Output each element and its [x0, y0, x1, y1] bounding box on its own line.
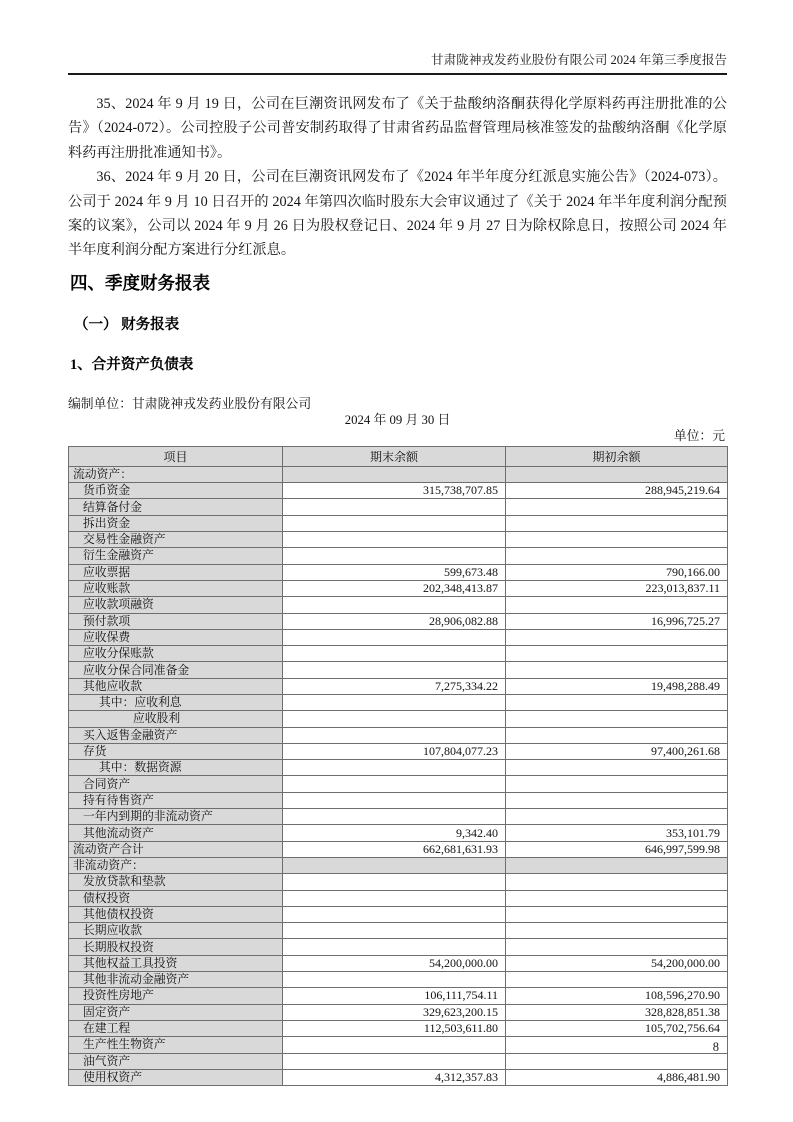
beginning-balance-value: 105,702,756.64 [506, 1020, 728, 1036]
table-row [69, 923, 728, 939]
beginning-balance-value [506, 939, 728, 955]
beginning-balance-value [506, 809, 728, 825]
table-row [69, 939, 728, 955]
ending-balance-value: 112,503,611.80 [283, 1020, 506, 1036]
ending-balance-value [283, 1053, 506, 1069]
ending-balance-value: 28,906,082.88 [283, 613, 506, 629]
ending-balance-value: 9,342.40 [283, 825, 506, 841]
beginning-balance-value [506, 597, 728, 613]
row-label: 其中：应收利息 [69, 695, 283, 711]
table-row [69, 1053, 728, 1069]
table-row [69, 499, 728, 515]
beginning-balance-value: 353,101.79 [506, 825, 728, 841]
ending-balance-value [283, 532, 506, 548]
ending-balance-value: 202,348,413.87 [283, 580, 506, 596]
currency-unit-label: 单位：元 [673, 428, 725, 443]
table-row [69, 483, 728, 499]
page-number: 8 [712, 1040, 719, 1054]
row-label: 应收账款 [69, 580, 283, 596]
table-row [69, 743, 728, 759]
row-label: 交易性金融资产 [69, 532, 283, 548]
table-row [69, 580, 728, 596]
column-header-beginning-balance: 期初余额 [506, 446, 728, 466]
beginning-balance-value [506, 662, 728, 678]
ending-balance-value [283, 792, 506, 808]
ending-balance-value [283, 760, 506, 776]
row-label: 应收分保账款 [69, 646, 283, 662]
row-label: 债权投资 [69, 890, 283, 906]
row-label: 固定资产 [69, 1004, 283, 1020]
row-label: 其他非流动金融资产 [69, 972, 283, 988]
balance-sheet-table [68, 446, 728, 1086]
row-label: 非流动资产： [69, 857, 283, 873]
beginning-balance-value [506, 532, 728, 548]
table-row [69, 629, 728, 645]
column-header-item: 项目 [69, 446, 283, 466]
table-row [69, 548, 728, 564]
ending-balance-value [283, 662, 506, 678]
row-label: 买入返售金融资产 [69, 727, 283, 743]
row-label: 衍生金融资产 [69, 548, 283, 564]
beginning-balance-value [506, 857, 728, 873]
ending-balance-value [283, 874, 506, 890]
table-row [69, 906, 728, 922]
ending-balance-value: 662,681,631.93 [283, 841, 506, 857]
ending-balance-value [283, 906, 506, 922]
ending-balance-value [283, 695, 506, 711]
beginning-balance-value [506, 695, 728, 711]
beginning-balance-value [506, 1053, 728, 1069]
ending-balance-value [283, 972, 506, 988]
table-row [69, 613, 728, 629]
row-label: 预付款项 [69, 613, 283, 629]
ending-balance-value [283, 646, 506, 662]
table-row [69, 825, 728, 841]
beginning-balance-value: 790,166.00 [506, 564, 728, 580]
table-row [69, 1037, 728, 1053]
ending-balance-value [283, 890, 506, 906]
page-header-title: 甘肃陇神戎发药业股份有限公司 2024 年第三季度报告 [431, 53, 727, 67]
beginning-balance-value [506, 711, 728, 727]
table-row [69, 532, 728, 548]
table-row [69, 1069, 728, 1085]
row-label: 其他债权投资 [69, 906, 283, 922]
beginning-balance-value [506, 629, 728, 645]
beginning-balance-value [506, 727, 728, 743]
row-label: 其他流动资产 [69, 825, 283, 841]
ending-balance-value [283, 1037, 506, 1053]
beginning-balance-value [506, 515, 728, 531]
statement-date: 2024 年 09 月 30 日 [344, 412, 451, 427]
beginning-balance-value: 108,596,270.90 [506, 988, 728, 1004]
beginning-balance-value [506, 874, 728, 890]
beginning-balance-value: 54,200,000.00 [506, 955, 728, 971]
ending-balance-value [283, 548, 506, 564]
ending-balance-value [283, 923, 506, 939]
beginning-balance-value: 288,945,219.64 [506, 483, 728, 499]
ending-balance-value [283, 809, 506, 825]
ending-balance-value: 599,673.48 [283, 564, 506, 580]
row-label: 流动资产合计 [69, 841, 283, 857]
ending-balance-value: 7,275,334.22 [283, 678, 506, 694]
beginning-balance-value: 223,013,837.11 [506, 580, 728, 596]
row-label: 结算备付金 [69, 499, 283, 515]
beginning-balance-value [506, 890, 728, 906]
row-label: 其他应收款 [69, 678, 283, 694]
row-label: 长期股权投资 [69, 939, 283, 955]
section-heading-quarterly-statements: 四、季度财务报表 [70, 272, 210, 293]
row-label: 持有待售资产 [69, 792, 283, 808]
column-header-ending-balance: 期末余额 [283, 446, 506, 466]
row-label: 在建工程 [69, 1020, 283, 1036]
balance-sheet-body [69, 466, 728, 1085]
subsection-heading-financial-statements: （一） 财务报表 [74, 316, 180, 333]
table-row [69, 890, 728, 906]
row-label: 货币资金 [69, 483, 283, 499]
ending-balance-value: 315,738,707.85 [283, 483, 506, 499]
table-row [69, 695, 728, 711]
beginning-balance-value: 646,997,599.98 [506, 841, 728, 857]
ending-balance-value [283, 776, 506, 792]
beginning-balance-value [506, 1037, 728, 1053]
row-label: 其他权益工具投资 [69, 955, 283, 971]
ending-balance-value [283, 629, 506, 645]
row-label: 应收分保合同准备金 [69, 662, 283, 678]
table-row [69, 678, 728, 694]
table-header-row [69, 446, 728, 466]
beginning-balance-value [506, 548, 728, 564]
ending-balance-value: 329,623,200.15 [283, 1004, 506, 1020]
ending-balance-value [283, 466, 506, 482]
row-label: 使用权资产 [69, 1069, 283, 1085]
beginning-balance-value [506, 466, 728, 482]
table-row [69, 972, 728, 988]
table-row [69, 466, 728, 482]
beginning-balance-value [506, 923, 728, 939]
table-row [69, 1004, 728, 1020]
table-row [69, 1020, 728, 1036]
paragraph-item-35: 35、2024 年 9 月 19 日，公司在巨潮资讯网发布了《关于盐酸纳洛酮获得化学原料药再注册批准的公告》（2024-072）。公司控股子公司普安制药取得了甘肃省药品监督管理局核准签发的盐酸纳洛酮《化学原料药再注册批准通知书》。 [68, 96, 727, 161]
row-label: 应收款项融资 [69, 597, 283, 613]
table-row [69, 874, 728, 890]
row-label: 长期应收款 [69, 923, 283, 939]
beginning-balance-value [506, 906, 728, 922]
ending-balance-value [283, 939, 506, 955]
paragraph-item-36: 36、2024 年 9 月 20 日，公司在巨潮资讯网发布了《2024 年半年度分红派息实施公告》（2024-073）。公司于 2024 年 9 月 10 日召开的 2024 年第四次临时股东大会审议通过了《关于 2024 年半年度利润分配预案的议案》，公司以 2024 年 9 月 26 日为股权登记日、2024 年 9 月 27 日为除权除息日，按照公司 2024 年半年度利润分配方案进行分红派息。 [68, 169, 727, 259]
beginning-balance-value: 97,400,261.68 [506, 743, 728, 759]
ending-balance-value: 106,111,754.11 [283, 988, 506, 1004]
row-label: 应收票据 [69, 564, 283, 580]
page-header [68, 0, 727, 75]
row-label: 生产性生物资产 [69, 1037, 283, 1053]
ending-balance-value: 54,200,000.00 [283, 955, 506, 971]
row-label: 其中：数据资源 [69, 760, 283, 776]
table-row [69, 809, 728, 825]
table-row [69, 597, 728, 613]
beginning-balance-value [506, 499, 728, 515]
table-row [69, 792, 728, 808]
ending-balance-value [283, 515, 506, 531]
table-row [69, 646, 728, 662]
ending-balance-value: 107,804,077.23 [283, 743, 506, 759]
row-label: 投资性房地产 [69, 988, 283, 1004]
beginning-balance-value: 328,828,851.38 [506, 1004, 728, 1020]
ending-balance-value [283, 597, 506, 613]
table-row [69, 988, 728, 1004]
beginning-balance-value [506, 760, 728, 776]
table-row [69, 776, 728, 792]
row-label: 拆出资金 [69, 515, 283, 531]
table-row [69, 841, 728, 857]
beginning-balance-value [506, 792, 728, 808]
row-label: 合同资产 [69, 776, 283, 792]
table-row [69, 711, 728, 727]
ending-balance-value [283, 857, 506, 873]
row-label: 应收保费 [69, 629, 283, 645]
table-row [69, 857, 728, 873]
table-row [69, 515, 728, 531]
row-label: 油气资产 [69, 1053, 283, 1069]
beginning-balance-value: 16,996,725.27 [506, 613, 728, 629]
table-row [69, 564, 728, 580]
beginning-balance-value [506, 972, 728, 988]
prepared-by-label: 编制单位：甘肃陇神戎发药业股份有限公司 [68, 396, 312, 411]
row-label: 一年内到期的非流动资产 [69, 809, 283, 825]
ending-balance-value: 4,312,357.83 [283, 1069, 506, 1085]
row-label: 存货 [69, 743, 283, 759]
table-row [69, 662, 728, 678]
table-row [69, 727, 728, 743]
beginning-balance-value: 19,498,288.49 [506, 678, 728, 694]
table-row [69, 760, 728, 776]
statement-heading-consolidated-balance-sheet: 1、合并资产负债表 [70, 356, 194, 373]
ending-balance-value [283, 711, 506, 727]
beginning-balance-value [506, 646, 728, 662]
ending-balance-value [283, 727, 506, 743]
beginning-balance-value [506, 776, 728, 792]
page-content [68, 0, 727, 1086]
row-label: 应收股利 [69, 711, 283, 727]
row-label: 发放贷款和垫款 [69, 874, 283, 890]
table-row [69, 955, 728, 971]
row-label: 流动资产： [69, 466, 283, 482]
ending-balance-value [283, 499, 506, 515]
beginning-balance-value: 4,886,481.90 [506, 1069, 728, 1085]
